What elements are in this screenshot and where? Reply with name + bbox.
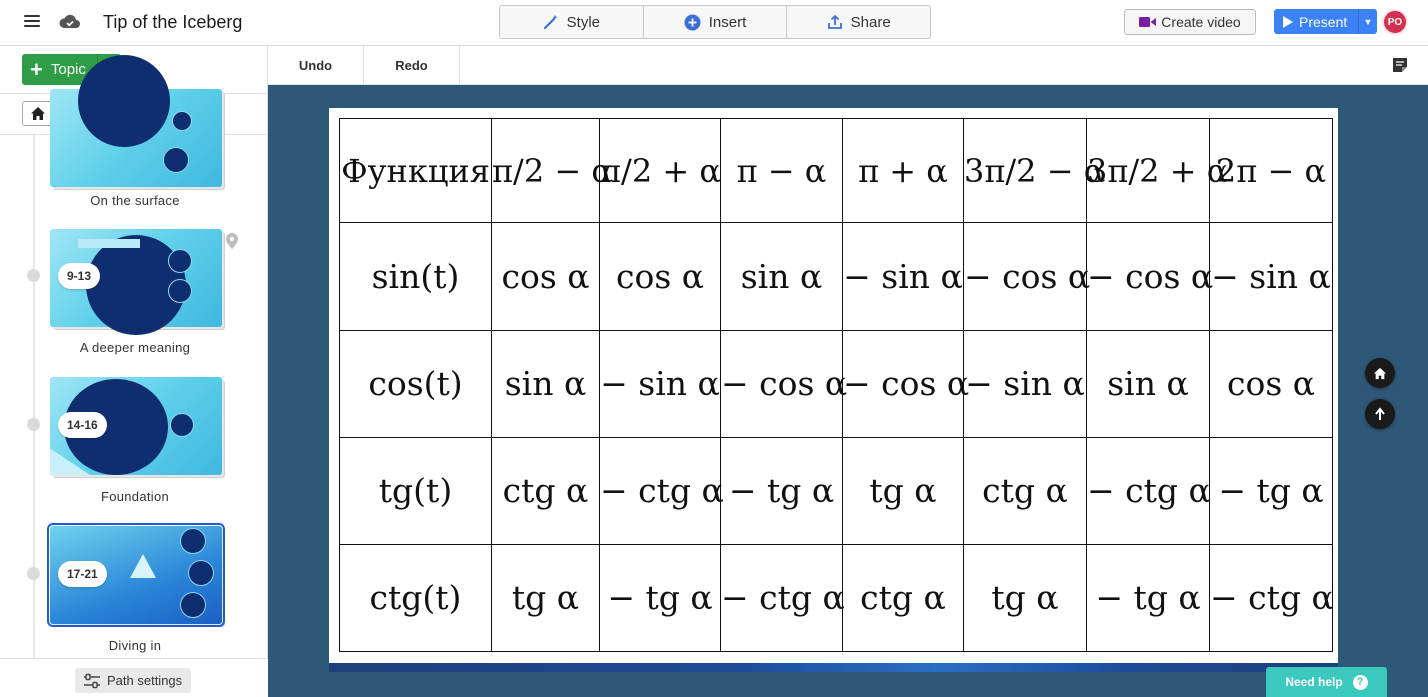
sliders-icon	[83, 674, 101, 688]
table-cell: ctg α	[964, 437, 1087, 544]
table-row	[340, 437, 1333, 544]
slide-title-bar	[78, 239, 140, 248]
function-name-cell: sin(t)	[340, 223, 492, 330]
table-cell: − cos α	[721, 330, 843, 437]
zoom-home-button[interactable]	[1365, 358, 1395, 388]
table-header-cell: Функция	[340, 119, 492, 223]
cloud-sync-icon[interactable]	[58, 11, 82, 33]
presentation-title[interactable]: Tip of the Iceberg	[103, 12, 243, 32]
location-pin-icon	[226, 233, 238, 249]
table-cell: ctg α	[843, 544, 964, 651]
plus-circle-icon	[684, 14, 701, 31]
overview-home-button[interactable]	[22, 101, 53, 126]
table-cell: − tg α	[1210, 437, 1333, 544]
present-label: Present	[1299, 13, 1348, 30]
zoom-out-arrow-icon	[1373, 407, 1387, 421]
insert-button[interactable]	[644, 6, 788, 38]
topic-thumbnail-on-the-surface[interactable]	[50, 89, 222, 187]
table-header-cell: π/2 − α	[492, 119, 600, 223]
play-icon	[1282, 16, 1293, 28]
table-cell: − ctg α	[1087, 437, 1210, 544]
table-header-cell: 3π/2 − α	[964, 119, 1087, 223]
trig-reduction-table[interactable]	[339, 118, 1333, 652]
table-cell: − cos α	[1087, 223, 1210, 330]
style-button[interactable]	[500, 6, 644, 38]
path-settings-button[interactable]	[75, 668, 191, 693]
need-help-label: Need help	[1285, 675, 1343, 689]
table-cell: − tg α	[1087, 544, 1210, 651]
topic-slide-range-badge: 9-13	[58, 263, 100, 289]
table-cell: cos α	[1210, 330, 1333, 437]
home-icon	[1373, 367, 1387, 380]
help-question-icon: ?	[1353, 675, 1368, 690]
table-cell: tg α	[843, 437, 964, 544]
table-cell: − sin α	[600, 330, 721, 437]
table-header-row	[340, 119, 1333, 223]
topic-caption: Foundation	[100, 489, 170, 504]
zoom-out-button[interactable]	[1365, 399, 1395, 429]
home-icon	[30, 106, 46, 121]
table-cell: tg α	[964, 544, 1087, 651]
table-cell: ctg α	[492, 437, 600, 544]
table-header-cell: π + α	[843, 119, 964, 223]
path-settings-label: Path settings	[107, 673, 183, 688]
table-cell: − sin α	[1210, 223, 1333, 330]
table-header-cell: π/2 + α	[600, 119, 721, 223]
redo-button[interactable]: Redo	[364, 46, 460, 85]
table-cell: cos α	[600, 223, 721, 330]
create-video-label: Create video	[1161, 14, 1241, 30]
table-cell: tg α	[492, 544, 600, 651]
sidebar	[0, 46, 268, 697]
presenter-notes-icon[interactable]	[1392, 57, 1408, 73]
table-header-cell: 2π − α	[1210, 119, 1333, 223]
table-cell: cos α	[492, 223, 600, 330]
topic-label: Topic	[50, 61, 86, 78]
function-name-cell: cos(t)	[340, 330, 492, 437]
table-row	[340, 330, 1333, 437]
magic-wand-icon	[543, 14, 559, 30]
path-dot	[27, 418, 40, 431]
present-button[interactable]	[1274, 9, 1358, 34]
table-cell: sin α	[1087, 330, 1210, 437]
present-dropdown-chevron-icon[interactable]: ▼	[1358, 9, 1377, 34]
iceberg-shape	[130, 554, 156, 578]
topic-caption: A deeper meaning	[79, 340, 191, 355]
present-button-group	[1274, 9, 1377, 34]
table-row	[340, 544, 1333, 651]
create-video-button[interactable]	[1124, 9, 1256, 35]
topic-list[interactable]	[0, 135, 268, 658]
share-button[interactable]	[787, 6, 930, 38]
table-cell: − tg α	[721, 437, 843, 544]
table-cell: − ctg α	[600, 437, 721, 544]
top-menu	[499, 5, 931, 39]
need-help-button[interactable]	[1266, 667, 1387, 697]
table-cell: sin α	[492, 330, 600, 437]
sidebar-footer	[0, 658, 268, 697]
topic-caption: On the surface	[90, 193, 180, 208]
menu-icon[interactable]	[24, 15, 40, 29]
upload-share-icon	[827, 14, 843, 30]
table-cell: − cos α	[843, 330, 964, 437]
slide-canvas[interactable]	[268, 85, 1428, 697]
function-name-cell: tg(t)	[340, 437, 492, 544]
table-header-cell: 3π/2 + α	[1087, 119, 1210, 223]
topic-slide-range-badge: 17-21	[58, 561, 107, 587]
top-bar	[0, 0, 1428, 46]
table-row	[340, 223, 1333, 330]
slide[interactable]	[329, 108, 1338, 665]
table-cell: − sin α	[843, 223, 964, 330]
table-cell: − cos α	[964, 223, 1087, 330]
video-camera-icon	[1139, 16, 1156, 28]
topic-slide-range-badge: 14-16	[58, 412, 107, 438]
table-cell: − ctg α	[721, 544, 843, 651]
share-label: Share	[850, 13, 891, 31]
slide-progress-bar	[329, 663, 1338, 672]
table-cell: sin α	[721, 223, 843, 330]
function-name-cell: ctg(t)	[340, 544, 492, 651]
table-cell: − ctg α	[1210, 544, 1333, 651]
insert-label: Insert	[708, 13, 747, 31]
edit-toolbar	[268, 46, 1428, 85]
path-dot	[27, 567, 40, 580]
avatar[interactable]: PO	[1382, 9, 1408, 35]
table-cell: − tg α	[600, 544, 721, 651]
style-label: Style	[566, 13, 601, 31]
table-header-cell: π − α	[721, 119, 843, 223]
topic-caption: Diving in	[108, 638, 162, 653]
table-cell: − sin α	[964, 330, 1087, 437]
plus-icon: +	[30, 56, 43, 82]
undo-button[interactable]: Undo	[268, 46, 364, 85]
path-dot	[27, 269, 40, 282]
